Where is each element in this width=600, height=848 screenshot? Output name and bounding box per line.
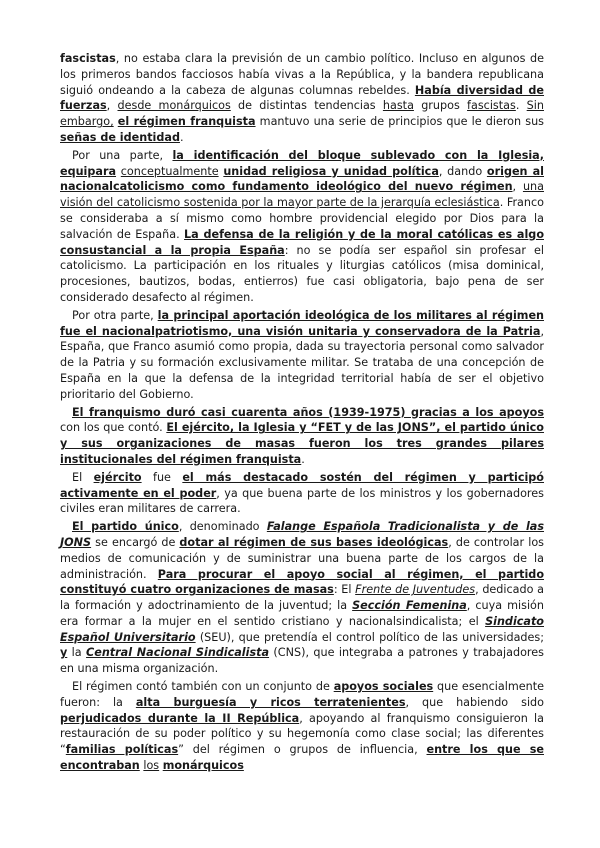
text-run: ejército	[93, 470, 142, 484]
text-run: origen al nacionalcatolicismo como fundamento ideológico del nuevo régimen	[60, 164, 544, 194]
text-run: , España, que Franco asumió como propia, dada su trayectoria personal como salvador de la Patria y su formación exclusivamente militar. Se trataba de una concepción de España en la que la defensa de la integridad territorial había de ser el objetivo prioritario del Gobierno.	[60, 324, 544, 401]
text-run: Frente de Juventudes	[355, 583, 476, 597]
text-run: El ejército, la Iglesia y “FET y de las JONS”, el partido único y sus organizaciones de masas fueron los tres grandes pilares institucionales del régimen franquista	[60, 421, 544, 466]
text-run: ” del régimen o grupos de influencia,	[178, 743, 427, 757]
text-run: apoyos sociales	[333, 680, 434, 694]
text-run: el régimen franquista	[117, 115, 256, 129]
text-run: El partido único	[72, 520, 179, 534]
text-run: , que habiendo sido	[405, 695, 544, 709]
text-run: , dando	[438, 164, 487, 178]
text-run: mantuvo una serie de principios que le dieron sus	[255, 115, 544, 129]
text-run: La defensa de la religión y de la moral católicas es algo consustancial a la propia España	[60, 227, 544, 257]
text-run: , no estaba clara la previsión de un cambio político. Incluso en algunos de los primeros bandos facciosos había vivas a la República, y la bandera republicana siguió ondeando a la cabeza de algunas columnas rebeldes.	[60, 52, 544, 97]
paragraph-6	[60, 519, 544, 677]
text-run: desde monárquicos	[117, 99, 231, 113]
text-run: .	[515, 99, 527, 113]
text-run: .	[179, 130, 184, 144]
text-run: (CNS), que integraba a patrones y trabajadores en una misma organización.	[60, 646, 544, 676]
text-run: familias políticas	[65, 743, 179, 757]
text-run: la principal aportación ideológica de los militares al régimen fue el nacionalpatriotismo, una visión unitaria y conservadora de la Patria	[60, 308, 544, 338]
paragraph-1	[60, 51, 544, 146]
text-run: unidad religiosa y unidad política	[223, 164, 439, 178]
text-run: (SEU), que pretendía el control político de las universidades;	[195, 630, 545, 644]
text-run: se encargó de	[91, 535, 180, 549]
paragraph-2	[60, 148, 544, 306]
text-run: El régimen contó también con un conjunto de	[72, 680, 334, 694]
text-run: conceptualmente	[120, 164, 219, 178]
text-run: . Franco se consideraba a sí mismo como hombre providencial elegido por Dios para la salvación de España.	[60, 196, 544, 241]
text-run: , ya que buena parte de los ministros y los gobernadores civiles eran militares de carrera.	[60, 486, 544, 516]
text-run: el más destacado sostén del régimen y participó activamente en el poder	[60, 470, 544, 500]
text-run: .	[301, 452, 305, 466]
text-run: la identificación del bloque sublevado con la Iglesia, equipara	[60, 148, 544, 178]
paragraph-3	[60, 308, 544, 403]
text-run: alta burguesía y ricos terratenientes	[135, 695, 406, 709]
text-run: Sindicato Español Universitario	[60, 614, 544, 644]
text-run: , cuya misión era formar a la mujer en el sentido cristiano y nacionalsindicalista; el	[60, 599, 544, 628]
text-run: : no se podía ser español sin profesar el catolicismo. La participación en los rituales y liturgias católicos (misa dominical, procesiones, bautizos, bodas, entierros) fue casi obligatoria, bajo pena de ser considerado desafecto al régimen.	[60, 243, 544, 304]
text-run: hasta	[382, 99, 414, 113]
text-run: Sin embargo,	[60, 99, 544, 129]
text-run: Para procurar el apoyo social al régimen, el partido constituyó cuatro organizaciones de masas	[60, 567, 545, 597]
text-run: Había diversidad de fuerzas	[60, 83, 545, 113]
text-run: ,	[106, 99, 118, 113]
text-run: : El	[333, 583, 356, 597]
text-run: y	[60, 646, 68, 660]
text-run: grupos	[413, 99, 468, 113]
text-run: señas de identidad	[60, 130, 180, 144]
document-page	[60, 51, 544, 776]
text-run: ,	[512, 180, 523, 194]
text-run: El franquismo duró casi cuarenta años (1939-1975) gracias a los apoyos	[72, 405, 544, 419]
paragraph-5	[60, 470, 544, 517]
text-run: fascistas	[467, 99, 516, 113]
text-run: , denominado	[178, 520, 267, 534]
text-run: una visión del catolicismo sostenida por la mayor parte de la jerarquía eclesiástica	[60, 180, 544, 210]
paragraph-4	[60, 405, 544, 468]
text-run: de distintas tendencias	[230, 99, 383, 113]
text-run: que esencialmente fueron: la	[60, 680, 544, 709]
paragraph-7	[60, 679, 544, 774]
text-run: Falange Española Tradicionalista y de las JONS	[60, 520, 544, 549]
text-run: , apoyando al franquismo consiguieron la restauración de su poder político y su hegemonía como clase social; las diferentes “	[60, 711, 544, 757]
text-run: Central Nacional Sindicalista	[86, 646, 270, 660]
text-run: monárquicos	[162, 759, 244, 773]
text-run: , dedicado a la formación y adoctrinamiento de la juventud; la	[60, 583, 544, 613]
text-run: perjudicados durante la II República	[60, 711, 300, 725]
text-run: fue	[141, 470, 183, 484]
text-run: los	[143, 759, 160, 773]
text-run: Por otra parte,	[72, 308, 158, 322]
text-run: Sección Femenina	[352, 599, 467, 613]
text-run: entre los que se encontraban	[60, 743, 544, 773]
text-run: Por una parte,	[72, 148, 173, 162]
text-run: la	[67, 646, 87, 660]
text-run: , de controlar los medios de comunicación y de suministrar una buena parte de los cargos de la administración.	[60, 535, 544, 581]
text-run: fascistas	[60, 52, 116, 65]
text-run: El	[72, 470, 94, 484]
text-run: dotar al régimen de sus bases ideológicas	[179, 535, 449, 549]
text-run: con los que contó.	[60, 421, 167, 435]
